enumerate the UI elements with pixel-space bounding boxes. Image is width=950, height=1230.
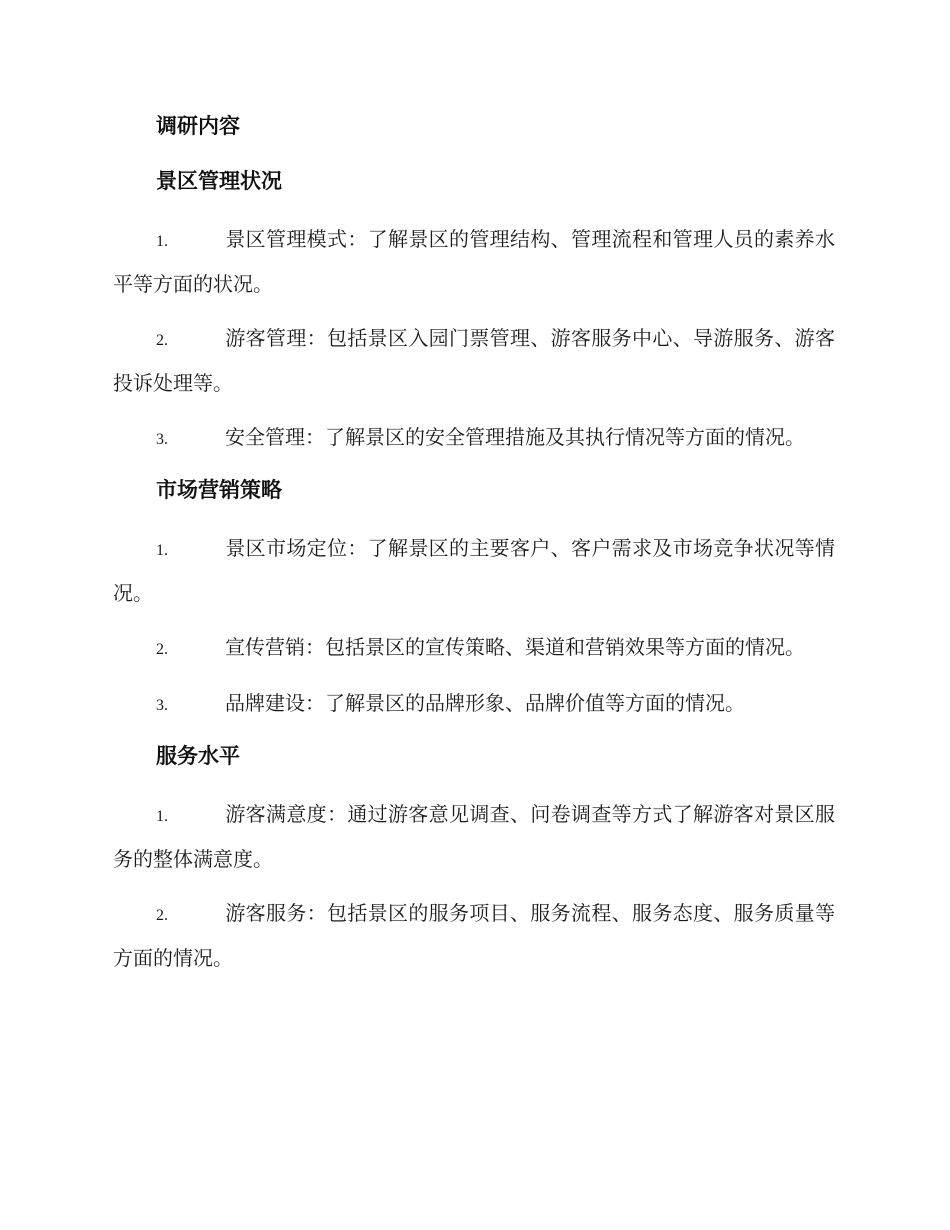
list-item-number: 1. <box>156 233 168 250</box>
list-item <box>113 626 835 671</box>
list-item-number: 3. <box>156 431 168 448</box>
list-item-text: 景区市场定位：了解景区的主要客户、客户需求及市场竞争状况等情况。 <box>113 536 835 605</box>
section-heading: 景区管理状况 <box>156 169 282 193</box>
list-item-number: 2. <box>156 907 168 924</box>
list-item <box>113 527 835 615</box>
list-item <box>113 416 835 461</box>
list-item-text: 宣传营销：包括景区的宣传策略、渠道和营销效果等方面的情况。 <box>225 635 805 659</box>
list-item-text: 安全管理：了解景区的安全管理措施及其执行情况等方面的情况。 <box>225 425 805 449</box>
list-item-number: 2. <box>156 332 168 349</box>
section-marketing-strategy <box>113 472 835 727</box>
list-item-text: 游客管理：包括景区入园门票管理、游客服务中心、导游服务、游客投诉处理等。 <box>113 326 835 395</box>
list-item-number: 2. <box>156 641 168 658</box>
section-management-status <box>113 163 835 461</box>
section-heading: 调研内容 <box>156 114 240 138</box>
list-item-text: 游客服务：包括景区的服务项目、服务流程、服务态度、服务质量等方面的情况。 <box>113 901 835 970</box>
list-item-number: 1. <box>156 808 168 825</box>
list-item <box>113 218 835 306</box>
section-service-level <box>113 738 835 980</box>
list-item-text: 景区管理模式：了解景区的管理结构、管理流程和管理人员的素养水平等方面的状况。 <box>113 227 835 296</box>
section-heading: 服务水平 <box>156 744 240 768</box>
list-item-text: 游客满意度：通过游客意见调查、问卷调查等方式了解游客对景区服务的整体满意度。 <box>113 802 835 871</box>
list-item-text: 品牌建设：了解景区的品牌形象、品牌价值等方面的情况。 <box>225 691 745 715</box>
list-item <box>113 682 835 727</box>
list-item <box>113 892 835 980</box>
list-item-number: 1. <box>156 542 168 559</box>
section-research-content <box>113 108 835 144</box>
list-item-number: 3. <box>156 697 168 714</box>
list-item <box>113 793 835 881</box>
section-heading: 市场营销策略 <box>156 478 282 502</box>
document-body <box>113 108 835 991</box>
list-item <box>113 317 835 405</box>
